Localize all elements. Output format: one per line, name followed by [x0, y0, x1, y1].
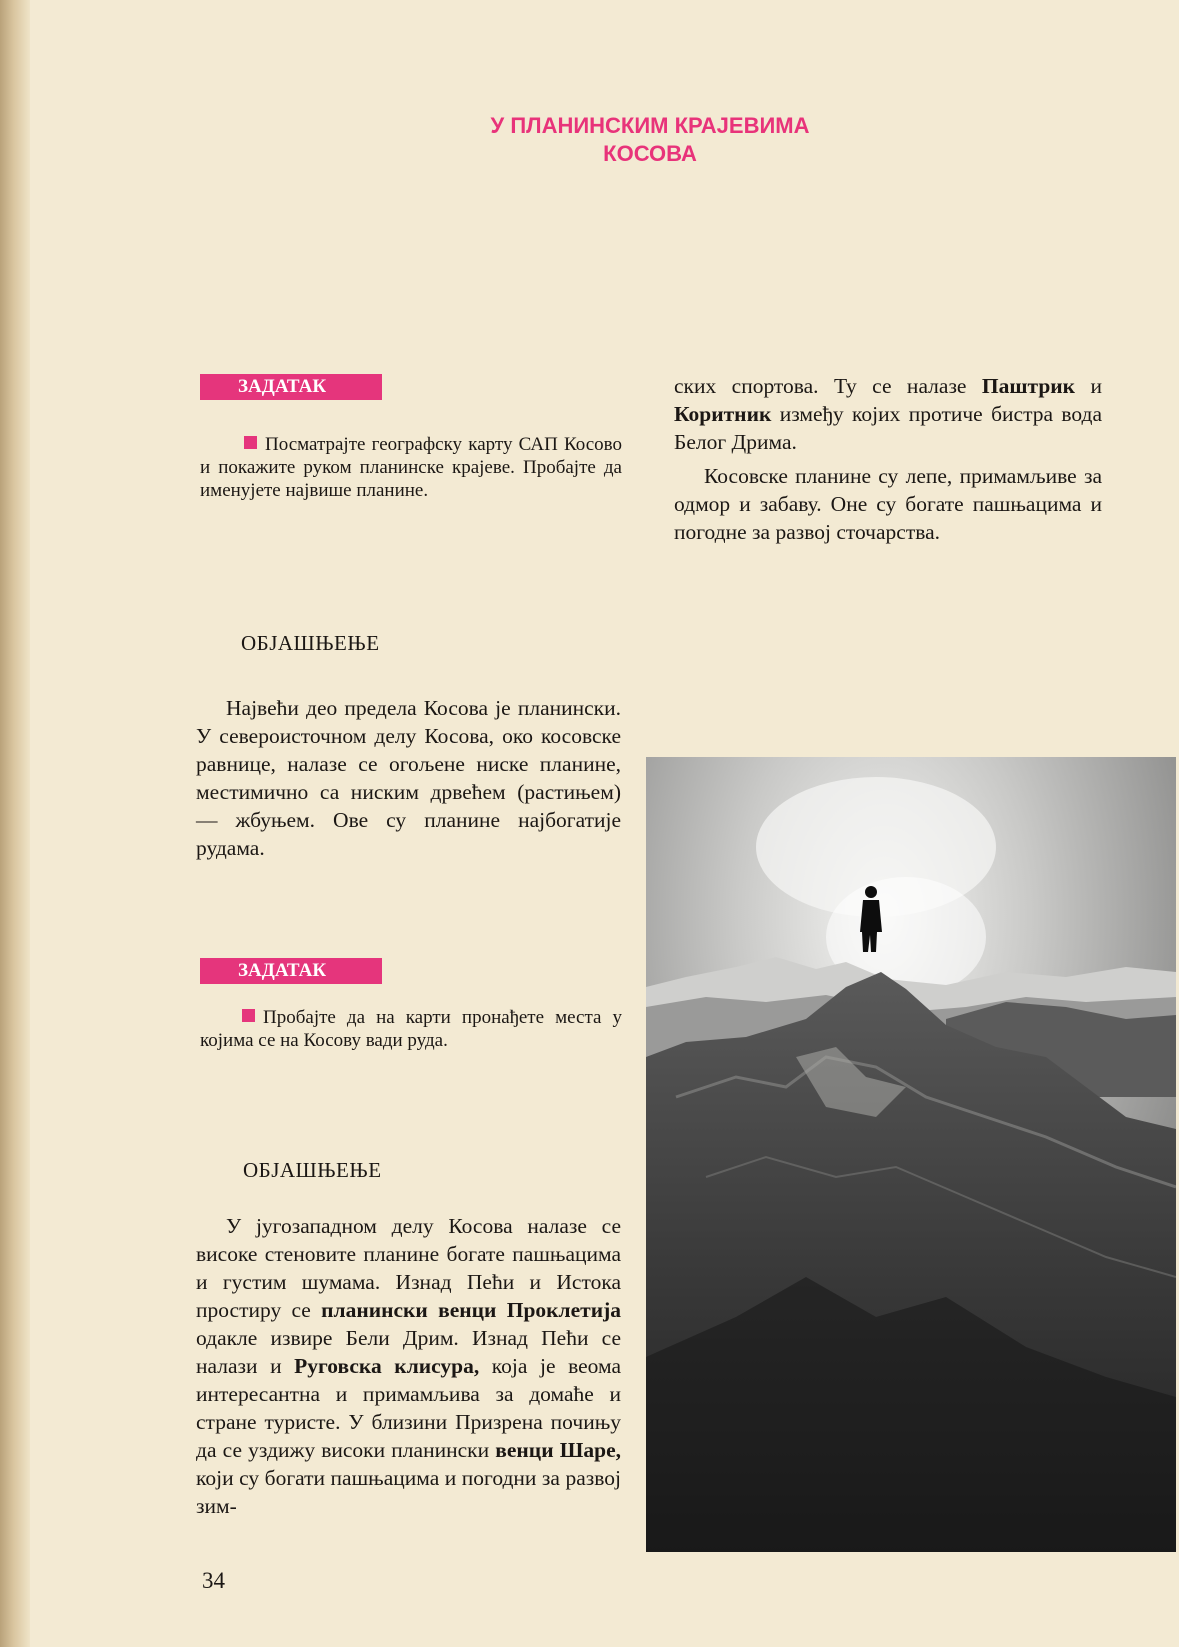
right-column-text — [674, 372, 1102, 546]
bold-term-sara: венци Шаре, — [495, 1438, 621, 1462]
text-run: и — [1075, 374, 1102, 398]
explanation-text-2 — [196, 1212, 621, 1520]
explanation-text-1 — [196, 694, 621, 862]
task-text-2 — [200, 1006, 622, 1052]
explanation-1-paragraph: Највећи део предела Косова је планински. У североисточном делу Косова, око косовске равнице, налазе се огољене ниске планине, местимично са ниским дрвећем (растињем) — жбуњем. Ове су планине најбогатије рудама. — [196, 696, 621, 860]
explanation-2-paragraph — [196, 1212, 621, 1520]
right-column-paragraph-2: Косовске планине су лепе, примамљиве за одмор и забаву. Оне су богате пашњацима и погодне за развој сточарства. — [674, 464, 1102, 544]
text-run: између којих протиче бистра вода Белог Дрима. — [674, 402, 1102, 454]
task-badge-2: ЗАДАТАК — [200, 958, 382, 984]
bullet-square-icon — [242, 1009, 255, 1022]
bold-term-prokletije: планински венци Проклетија — [321, 1298, 621, 1322]
mountain-photo-illustration — [646, 757, 1176, 1552]
task-text-1 — [200, 433, 622, 502]
text-run: која је веома интересантна и примамљива за домаће и стране туристе. У близини Призрена почињу да се уздижу високи планински — [196, 1354, 622, 1462]
bold-term-koritnik: Коритник — [674, 402, 772, 426]
page-title-line-1: У ПЛАНИНСКИМ КРАЈЕВИМА — [490, 113, 810, 138]
page-binding-edge — [0, 0, 30, 1647]
text-run: ских спортова. Ту се налазе — [674, 374, 982, 398]
page-title-line-2: КОСОВА — [603, 141, 697, 166]
text-run: У југозападном делу Косова налазе се високе стеновите планине богате пашњацима и густим шумама. Изнад Пећи и Истока простиру се — [196, 1214, 621, 1322]
section-heading-1: ОБЈАШЊЕЊЕ — [241, 631, 380, 655]
bullet-square-icon — [244, 436, 257, 449]
bold-term-rugovska: Руговска клисура, — [294, 1354, 480, 1378]
page-number: 34 — [202, 1568, 225, 1593]
mountain-photo — [646, 757, 1176, 1552]
text-run: који су богати пашњацима и погодни за развој зим- — [196, 1466, 621, 1518]
task-1-body: Посматрајте географску карту САП Косово и покажите руком планинске крајеве. Пробајте да именујете највише планине. — [200, 434, 622, 501]
bold-term-pastrik: Паштрик — [981, 374, 1076, 398]
task-2-body: Пробајте да на карти пронађете места у којима се на Косову вади руда. — [200, 1007, 622, 1051]
task-badge-1: ЗАДАТАК — [200, 374, 382, 400]
right-column-paragraph-1 — [674, 372, 1102, 456]
section-heading-2: ОБЈАШЊЕЊЕ — [243, 1158, 382, 1182]
text-run: одакле извире Бели Дрим. Изнад Пећи се налази и — [196, 1326, 621, 1378]
page-title — [400, 112, 900, 168]
